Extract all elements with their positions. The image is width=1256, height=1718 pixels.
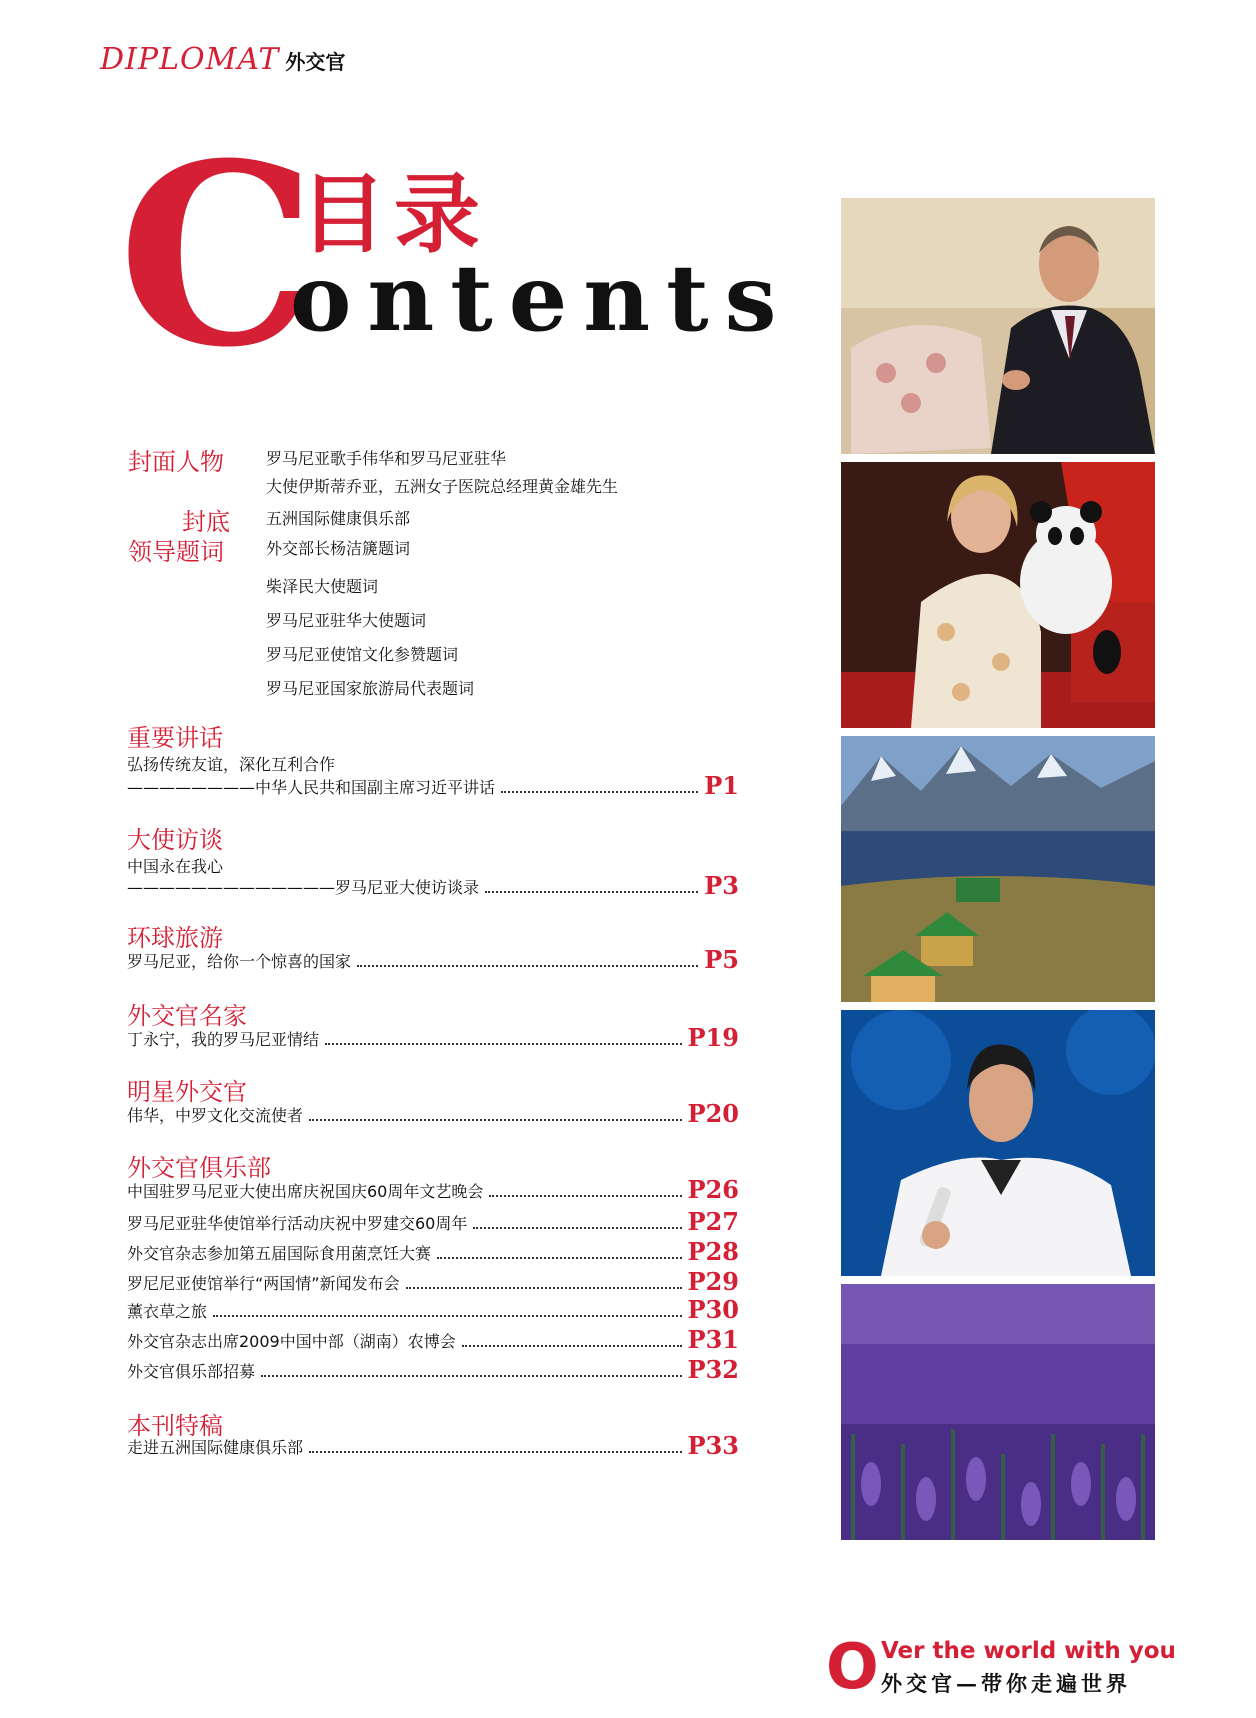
toc-entry-travel[interactable] — [127, 945, 739, 974]
leader-item: 柴泽民大使题词 — [266, 577, 379, 596]
cover-line-2: 大使伊斯蒂乔亚，五洲女子医院总经理黄金雄先生 — [266, 477, 619, 496]
toc-entry-text: 罗马尼亚驻华使馆举行活动庆祝中罗建交60周年 — [127, 1214, 468, 1233]
dot-leader — [462, 1345, 682, 1347]
footer-english: Ver the world with you — [881, 1638, 1176, 1664]
toc-entry-club[interactable] — [127, 1325, 739, 1354]
toc-entry-text: —————————————罗马尼亚大使访谈录 — [127, 878, 480, 897]
toc-entry-club[interactable] — [127, 1267, 739, 1296]
section-heading-interview: 大使访谈 — [127, 826, 223, 854]
toc-page-number: P20 — [687, 1099, 739, 1128]
photo-column — [841, 198, 1155, 1548]
toc-page-number: P1 — [704, 771, 739, 800]
toc-entry-text: 中国驻罗马尼亚大使出席庆祝国庆60周年文艺晚会 — [127, 1182, 484, 1201]
leader-item: 罗马尼亚国家旅游局代表题词 — [266, 679, 475, 698]
toc-entry-special[interactable] — [127, 1431, 739, 1460]
toc-entry-text: 外交官俱乐部招募 — [127, 1362, 256, 1381]
photo-singer-microphone — [841, 1010, 1155, 1276]
toc-entry-club[interactable] — [127, 1207, 739, 1236]
toc-entry-club[interactable] — [127, 1295, 739, 1324]
toc-entry-club[interactable] — [127, 1237, 739, 1266]
dot-leader — [437, 1257, 682, 1259]
toc-entry-interview[interactable] — [127, 871, 739, 900]
toc-page-number: P29 — [687, 1267, 739, 1296]
photo-lavender-field — [841, 1284, 1155, 1540]
leader-item: 罗马尼亚驻华大使题词 — [266, 611, 427, 630]
dot-leader — [406, 1287, 682, 1289]
toc-entry-text: ————————中华人民共和国副主席习近平讲话 — [127, 778, 496, 797]
section-heading-back-cover: 封底 — [182, 508, 230, 536]
photo-woman-with-panda — [841, 462, 1155, 728]
dot-leader — [325, 1043, 682, 1045]
magazine-logo-script: DIPLOMAT — [100, 42, 280, 77]
toc-entry-text: 薰衣草之旅 — [127, 1302, 208, 1321]
photo-ambassador-seated — [841, 198, 1155, 454]
title-big-letter: C — [118, 108, 317, 402]
title-chinese: 目录 — [300, 164, 488, 265]
toc-page-number: P31 — [687, 1325, 739, 1354]
toc-entry-text: 走进五洲国际健康俱乐部 — [127, 1438, 304, 1457]
toc-entry-text: 伟华，中罗文化交流使者 — [127, 1106, 304, 1125]
speech-subtitle: 弘扬传统友谊，深化互利合作 — [127, 755, 336, 774]
section-heading-special: 本刊特稿 — [127, 1412, 223, 1440]
toc-entry-text: 外交官杂志出席2009中国中部（湖南）农博会 — [127, 1332, 456, 1351]
footer-big-letter: O — [826, 1630, 879, 1703]
cover-line-1: 罗马尼亚歌手伟华和罗马尼亚驻华 — [266, 449, 507, 468]
toc-page-number: P27 — [687, 1207, 739, 1236]
dot-leader — [261, 1375, 682, 1377]
dot-leader — [501, 791, 698, 793]
toc-entry-text: 罗尼尼亚使馆举行“两国情”新闻发布会 — [127, 1274, 400, 1293]
toc-entry-famous[interactable] — [127, 1023, 739, 1052]
toc-entry-club[interactable] — [127, 1175, 739, 1204]
section-heading-leaders: 领导题词 — [128, 538, 224, 566]
toc-page-number: P5 — [704, 945, 739, 974]
toc-entry-speech[interactable] — [127, 771, 739, 800]
toc-page-number: P30 — [687, 1295, 739, 1324]
dot-leader — [309, 1119, 682, 1121]
section-heading-club: 外交官俱乐部 — [127, 1154, 271, 1182]
section-heading-travel: 环球旅游 — [127, 924, 223, 952]
leader-item: 罗马尼亚使馆文化参赞题词 — [266, 645, 459, 664]
magazine-header — [100, 42, 345, 77]
toc-entry-text: 外交官杂志参加第五届国际食用菌烹饪大赛 — [127, 1244, 432, 1263]
dot-leader — [357, 965, 698, 967]
dot-leader — [213, 1315, 682, 1317]
dot-leader — [489, 1195, 681, 1197]
dot-leader — [473, 1227, 681, 1229]
interview-subtitle: 中国永在我心 — [127, 857, 224, 876]
photo-mountain-village — [841, 736, 1155, 1002]
toc-entry-club[interactable] — [127, 1355, 739, 1384]
title-english: ontents — [290, 244, 793, 352]
toc-entry-text: 丁永宁，我的罗马尼亚情结 — [127, 1030, 320, 1049]
toc-page-number: P32 — [687, 1355, 739, 1384]
toc-page-number: P33 — [687, 1431, 739, 1460]
toc-entry-text: 罗马尼亚，给你一个惊喜的国家 — [127, 952, 352, 971]
footer-chinese: 外交官—带你走遍世界 — [881, 1671, 1131, 1696]
toc-page-number: P19 — [687, 1023, 739, 1052]
dot-leader — [309, 1451, 682, 1453]
back-cover-text: 五洲国际健康俱乐部 — [266, 509, 411, 528]
magazine-logo-cn: 外交官 — [285, 50, 346, 74]
section-heading-speech: 重要讲话 — [127, 724, 223, 752]
toc-entry-star[interactable] — [127, 1099, 739, 1128]
section-heading-star: 明星外交官 — [127, 1078, 247, 1106]
toc-page-number: P26 — [687, 1175, 739, 1204]
section-heading-famous: 外交官名家 — [127, 1002, 247, 1030]
toc-page-number: P3 — [704, 871, 739, 900]
toc-page-number: P28 — [687, 1237, 739, 1266]
dot-leader — [485, 891, 698, 893]
leader-item: 外交部长杨洁篪题词 — [266, 539, 411, 558]
section-heading-cover: 封面人物 — [128, 448, 224, 476]
